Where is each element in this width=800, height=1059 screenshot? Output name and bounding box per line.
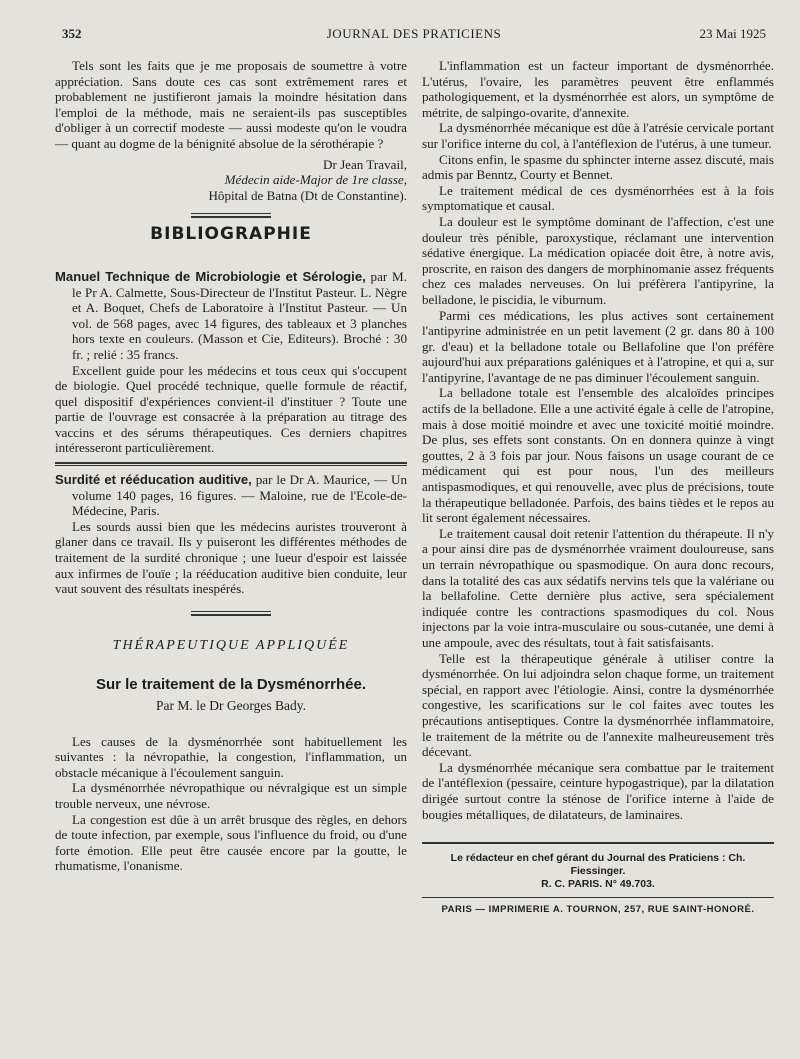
entry-divider	[55, 462, 407, 466]
article-paragraph: La dysménorrhée névropathique ou névralgique est un simple trouble nerveux, une névrose.	[55, 780, 407, 811]
book-review-2: Les sourds aussi bien que les médecins auristes trouveront à glaner dans ce travail. Ils y puiseront les différentes méthodes de traitement de la surdité chronique ; une lueur d'espoir est laissée aux infirmes de l'ouïe ; la rééducation auditive bien conduite, leur vaut souvent des résultats inespérés.	[55, 518, 407, 597]
article-paragraph: L'inflammation est un facteur important de dysménorrhée. L'utérus, l'ovaire, les paramètres peuvent être enflammés pathologiquement, et la dysménorrhée est alors, un symptôme de métrite, de salpingo-ovarite, d'annexite.	[422, 58, 774, 120]
signature-name: Dr Jean Travail,	[322, 156, 407, 172]
bibliography-heading: BIBLIOGRAPHIE	[150, 224, 312, 245]
footer-rule	[422, 842, 774, 844]
article-author: Par M. le Dr Georges Bady.	[156, 698, 306, 713]
registry-number: R. C. PARIS. N° 49.703.	[541, 878, 655, 891]
article-paragraph: Le traitement causal doit retenir l'attention du thérapeute. Il n'y a pour ainsi dire pas de dysménorrhée vraiment douloureuse, sans un terrain névropathique ou spasmodique. On aura donc recours, dans la totalité des cas aux sédatifs nervins tels que la valériane ou la bellafoline. Cette dernière plus active, sera spécialement indiquée contre les contractions spasmodiques du col. Nous injectons par la voie intra-musculaire ou sous-cutanée, une demi à une ampoule, avec des résultats, tout à fait satisfaisants.	[422, 525, 774, 650]
book-review-1: Excellent guide pour les médecins et tous ceux qui s'occupent de biologie. Quel procédé technique, quelle formule de réactif, quel dispositif d'expériences convient-il d'instituer ? Toute une partie de l'ouvrage est consacrée à la préparation au titrage des vaccins et des sérums thérapeutiques. Ces derniers chapitres intéresseront particulièrement.	[55, 362, 407, 456]
book-entry-2	[55, 472, 407, 519]
book-details-2: par le Dr A. Maurice, — Un volume 140 pages, 16 figures. — Maloine, rue de l'Ecole-de-Médecine, Paris.	[72, 472, 407, 519]
book-title-1: Manuel Technique de Microbiologie et Sérologie,	[55, 268, 366, 284]
intro-paragraph: Tels sont les faits que je me proposais de soumettre à votre appréciation. Sans doute ces cas sont extrêmement rares et probablement ne justifieront jamais la moindre hésitation dans l'emploi de la méthode, mais ne seraient-ils pas susceptibles d'obliger à un correctif modeste — aussi modeste qu'on le voudra — quant au dogme de la bénignité absolue de la sérothérapie ?	[55, 58, 407, 151]
ornament-divider	[191, 611, 271, 616]
journal-title: JOURNAL DES PRATICIENS	[326, 26, 502, 41]
footer-rule	[422, 897, 774, 898]
article-paragraph: La dysménorrhée mécanique sera combattue par le traitement de l'antéflexion (pessaire, ceinture hypogastrique), par la dilatation dirigée surtout contre la sténose de l'orifice interne à l'aide de bougies métalliques, de dilatateurs, de laminaires.	[422, 759, 774, 822]
article-paragraph: Citons enfin, le spasme du sphincter interne assez discuté, mais admis par Benntz, Courty et Bennet.	[422, 151, 774, 183]
page-number: 352	[62, 26, 82, 41]
book-details-1: par M. le Pr A. Calmette, Sous-Directeur de l'Institut Pasteur. L. Nègre et A. Boquet, Chefs de Laboratoire à l'Institut Pasteur. — Un vol. de 568 pages, avec 14 figures, des tableaux et 3 planches hors texte en couleurs. (Masson et Cie, Editeurs). Broché : 30 fr. ; relié : 35 francs.	[72, 268, 407, 362]
article-title: Sur le traitement de la Dysménorrhée.	[95, 676, 367, 694]
printer-credit: PARIS — IMPRIMERIE A. TOURNON, 257, RUE SAINT-HONORÉ.	[441, 904, 755, 916]
book-entry-1	[55, 269, 407, 363]
issue-date: 23 Mai 1925	[699, 26, 766, 41]
book-title-2: Surdité et rééducation auditive,	[55, 472, 252, 488]
article-paragraph: La dysménorrhée mécanique est dûe à l'atrésie cervicale portant sur l'orifice interne du col, à l'antéflexion de l'utérus, à une tumeur.	[422, 120, 774, 151]
right-column	[422, 58, 774, 918]
article-paragraph: Parmi ces médications, les plus actives sont certainement l'antipyrine administrée en un petit lavement (2 gr. dans 80 à 100 gr. d'eau) et la belladone totale ou Bellafoline que l'on préfère aujourd'hui aux préparations galéniques et à l'atropine, et qui a, sur l'antipyrine, l'avantage de ne pas diminuer l'écoulement sanguin.	[422, 307, 774, 385]
ornament-divider	[191, 213, 271, 218]
article-paragraph: Telle est la thérapeutique générale à utiliser contre la dysménorrhée. On lui adjoindra selon chaque forme, un traitement spécial, en rapport avec l'étiologie. Ainsi, contre la dysménorrhée congestive, les scarifications sur le col faites avec toutes les précautions antiseptiques. Contre la dysménorrhée inflammatoire, le traitement de la métrite ou de l'annexite malheureusement très décevant.	[422, 650, 774, 760]
signature-title: Médecin aide-Major de 1re classe,	[224, 172, 407, 188]
article-paragraph: La douleur est le symptôme dominant de l'affection, c'est une douleur très pénible, paroxystique, réclamant une intervention sédative énergique. La médication opiacée doit être, à notre avis, proscrite, en raison des dangers de morphinomanie assez fréquents chez ces malades nerveuses. On lui préfèrera l'antipyrine, la belladone, le piscidia, le viburnum.	[422, 213, 774, 307]
section-title: THÉRAPEUTIQUE APPLIQUÉE	[112, 637, 350, 653]
article-paragraph: Les causes de la dysménorrhée sont habituellement les suivantes : la névropathie, la congestion, l'inflammation, un obstacle mécanique à l'écoulement sanguin.	[55, 733, 407, 780]
left-column	[55, 58, 407, 874]
article-paragraph: La congestion est dûe à un arrêt brusque des règles, en dehors de toute infection, par exemple, sous l'influence du froid, ou d'une forte émotion. Elle peut être causée encore par la goutte, le rhumatisme, l'onanisme.	[55, 811, 407, 874]
article-paragraph: Le traitement médical de ces dysménorrhées est à la fois symptomatique et causal.	[422, 182, 774, 214]
page-header	[62, 26, 766, 44]
editor-credit: Le rédacteur en chef gérant du Journal des Praticiens : Ch. Fiessinger.	[450, 852, 746, 878]
signature-place: Hôpital de Batna (Dt de Constantine).	[208, 187, 407, 203]
article-paragraph: La belladone totale est l'ensemble des alcaloïdes principes actifs de la belladone. Elle a une activité égale à celle de l'atropine, mais à dose moitié moindre et avec une toxicité moitié moindre. De plus, ses effets sont constants. On en donnera quinze à vingt gouttes, 2 à 3 fois par jour. Nous faisons un usage courant de ce médicament qui est pour nous, l'un des meilleurs antispasmodiques, et qui renouvelle, avec plus de précisions, toute la thérapeutique belladonée. Parfois, des bains tièdes et le repos au lit seront également nécessaires.	[422, 385, 774, 526]
